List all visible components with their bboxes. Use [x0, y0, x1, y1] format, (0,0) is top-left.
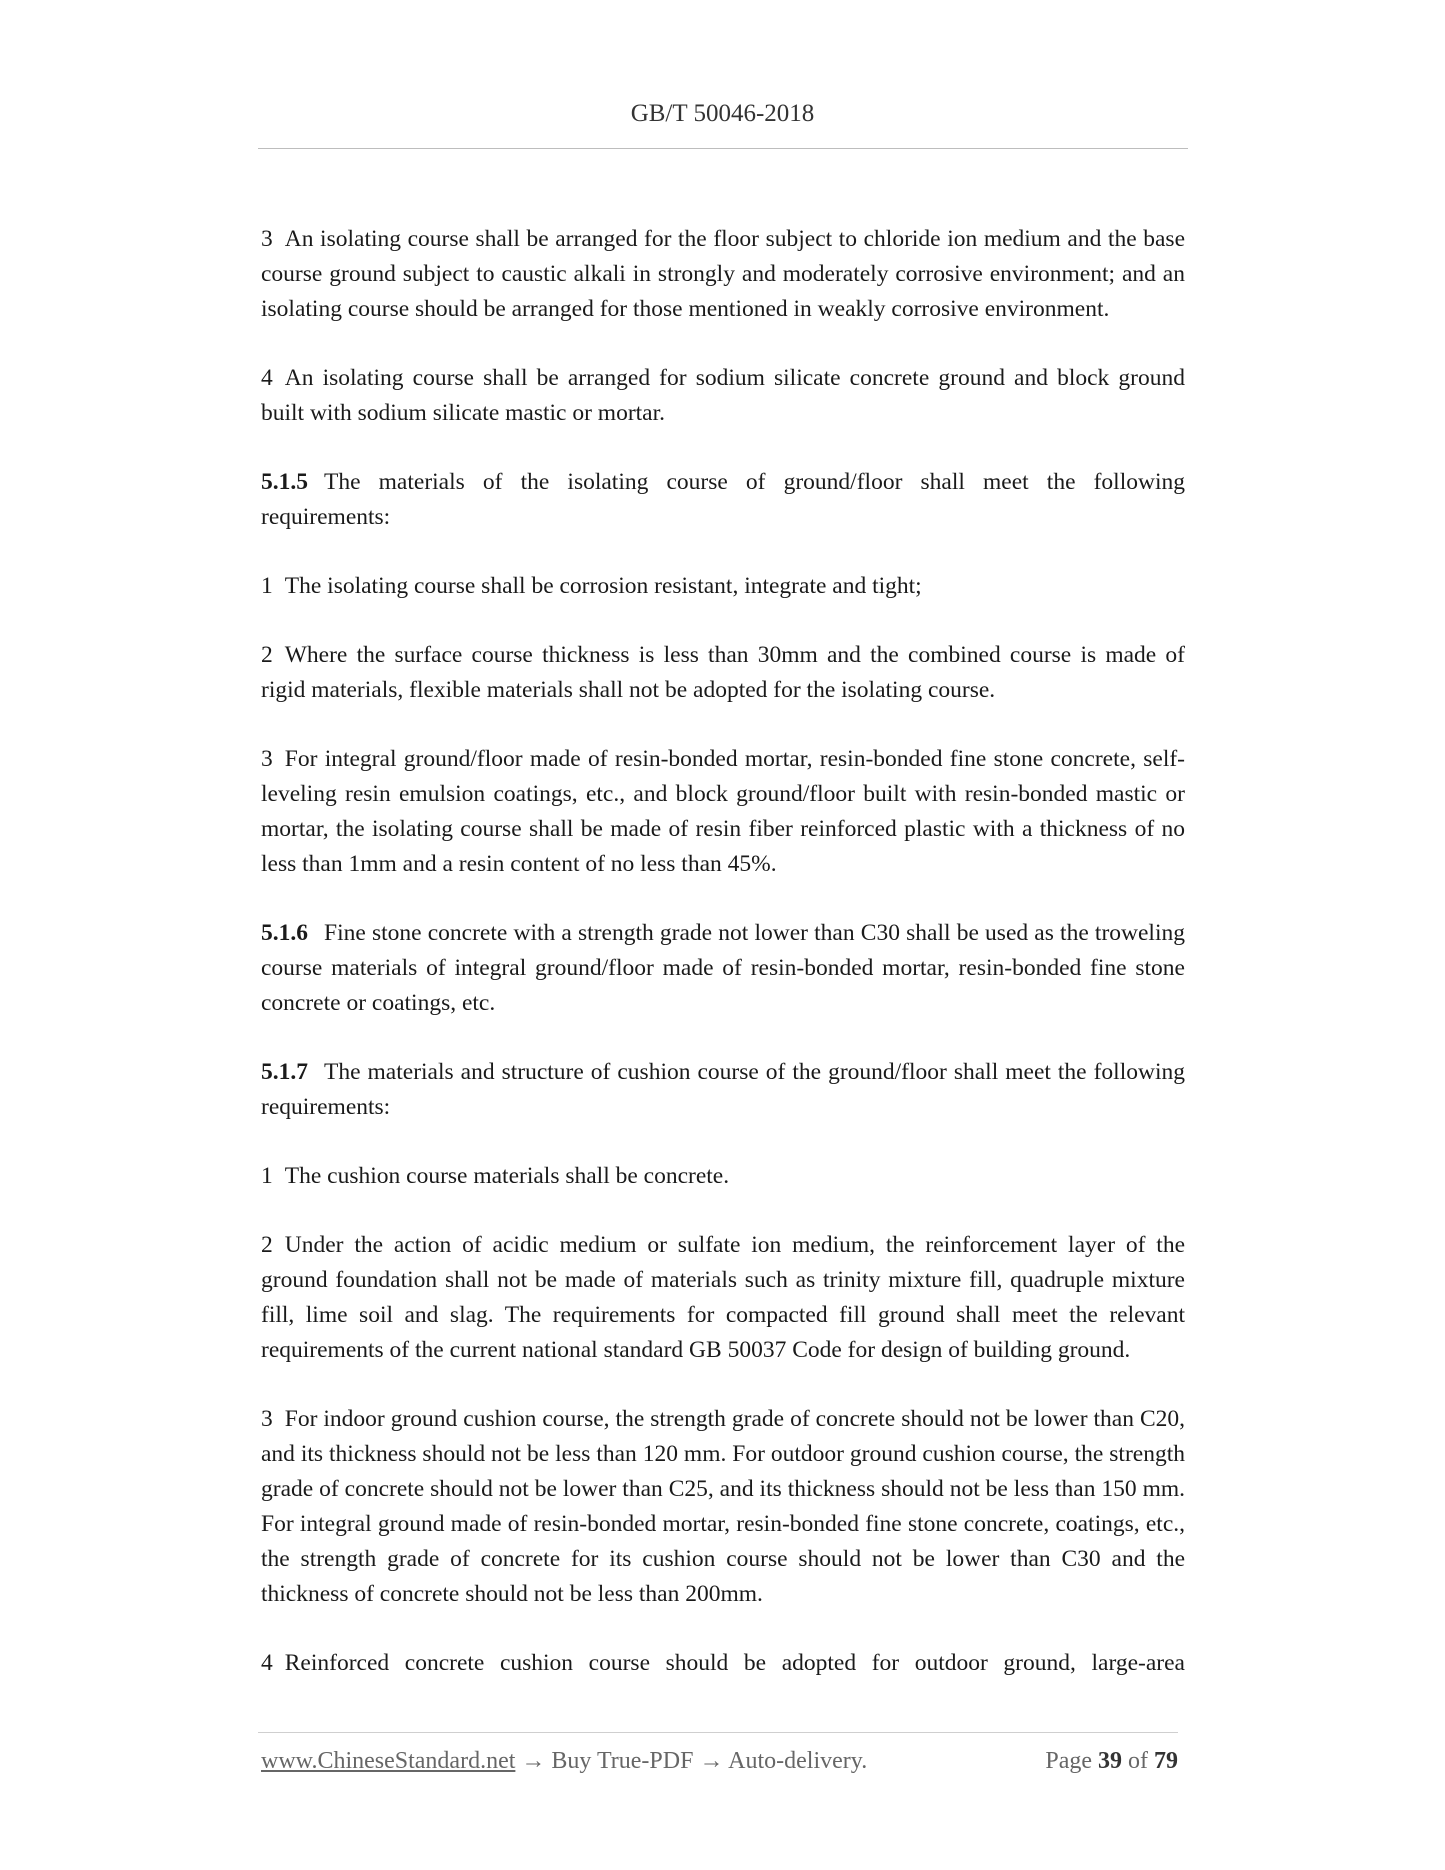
page-footer	[261, 1748, 1178, 1775]
clause-paragraph	[261, 569, 1185, 604]
clause-number: 3	[261, 746, 273, 772]
section-number: 5.1.6	[261, 920, 308, 946]
clause-number: 3	[261, 1406, 273, 1432]
clause-text: For integral ground/floor made of resin-bonded mortar, resin-bonded fine stone concrete, self-leveling resin emulsion coatings, etc., and block ground/floor built with resin-bonded mastic or mortar, the isolating course shall be made of resin fiber reinforced plastic with a thickness of no less than 1mm and a resin content of no less than 45%.	[261, 746, 1185, 877]
section-paragraph	[261, 465, 1185, 535]
page-indicator	[1045, 1748, 1178, 1775]
document-header-title: GB/T 50046-2018	[630, 100, 815, 127]
clause-paragraph	[261, 1228, 1185, 1368]
clause-paragraph	[261, 361, 1185, 431]
header-divider	[258, 148, 1188, 149]
page-current: 39	[1098, 1748, 1122, 1774]
website-link[interactable]: www.ChineseStandard.net	[261, 1748, 516, 1774]
footer-divider	[258, 1732, 1178, 1733]
clause-number: 4	[261, 1650, 273, 1676]
section-paragraph	[261, 1055, 1185, 1125]
clause-number: 1	[261, 573, 273, 599]
footer-promo	[261, 1748, 867, 1775]
section-paragraph	[261, 916, 1185, 1021]
document-body	[261, 222, 1185, 1715]
clause-paragraph	[261, 742, 1185, 882]
clause-paragraph	[261, 1402, 1185, 1612]
clause-text: Where the surface course thickness is less than 30mm and the combined course is made of rigid materials, flexible materials shall not be adopted for the isolating course.	[261, 642, 1185, 703]
section-number: 5.1.7	[261, 1059, 308, 1085]
clause-number: 2	[261, 1232, 273, 1258]
arrow-right-icon: →	[699, 1748, 724, 1774]
page-label: Page	[1045, 1748, 1092, 1774]
clause-text: Reinforced concrete cushion course should be adopted for outdoor ground, large-area	[284, 1650, 1185, 1676]
clause-paragraph	[261, 638, 1185, 708]
clause-number: 1	[261, 1163, 273, 1189]
clause-text: The isolating course shall be corrosion resistant, integrate and tight;	[284, 573, 922, 599]
section-text: Fine stone concrete with a strength grade not lower than C30 shall be used as the troweling course materials of integral ground/floor made of resin-bonded mortar, resin-bonded fine stone concrete or coatings, etc.	[261, 920, 1185, 1016]
clause-text: An isolating course shall be arranged for sodium silicate concrete ground and block ground built with sodium silicate mastic or mortar.	[261, 365, 1185, 426]
page-total: 79	[1154, 1748, 1178, 1774]
clause-number: 2	[261, 642, 273, 668]
clause-number: 3	[261, 226, 273, 252]
section-number: 5.1.5	[261, 469, 308, 495]
section-text: The materials and structure of cushion course of the ground/floor shall meet the following requirements:	[261, 1059, 1185, 1120]
clause-text: An isolating course shall be arranged for the floor subject to chloride ion medium and the base course ground subject to caustic alkali in strongly and moderately corrosive environment; and an isolating course should be arranged for those mentioned in weakly corrosive environment.	[261, 226, 1185, 322]
clause-text: Under the action of acidic medium or sulfate ion medium, the reinforcement layer of the ground foundation shall not be made of materials such as trinity mixture fill, quadruple mixture fill, lime soil and slag. The requirements for compacted fill ground shall meet the relevant requirements of the current national standard GB 50037 Code for design of building ground.	[261, 1232, 1185, 1363]
clause-paragraph	[261, 1646, 1185, 1681]
section-text: The materials of the isolating course of ground/floor shall meet the following requirements:	[261, 469, 1185, 530]
clause-paragraph	[261, 222, 1185, 327]
arrow-right-icon: →	[521, 1748, 546, 1774]
buy-pdf-text: Buy True-PDF	[551, 1748, 694, 1774]
clause-text: The cushion course materials shall be concrete.	[284, 1163, 730, 1189]
clause-text: For indoor ground cushion course, the strength grade of concrete should not be lower than C20, and its thickness should not be less than 120 mm. For outdoor ground cushion course, the strength grade of concrete should not be lower than C25, and its thickness should not be less than 150 mm. For integral ground made of resin-bonded mortar, resin-bonded fine stone concrete, coatings, etc., the strength grade of concrete for its cushion course should not be lower than C30 and the thickness of concrete should not be less than 200mm.	[261, 1406, 1185, 1607]
clause-number: 4	[261, 365, 273, 391]
clause-paragraph	[261, 1159, 1185, 1194]
page-of-label: of	[1128, 1748, 1148, 1774]
auto-delivery-text: Auto-delivery.	[728, 1748, 868, 1774]
